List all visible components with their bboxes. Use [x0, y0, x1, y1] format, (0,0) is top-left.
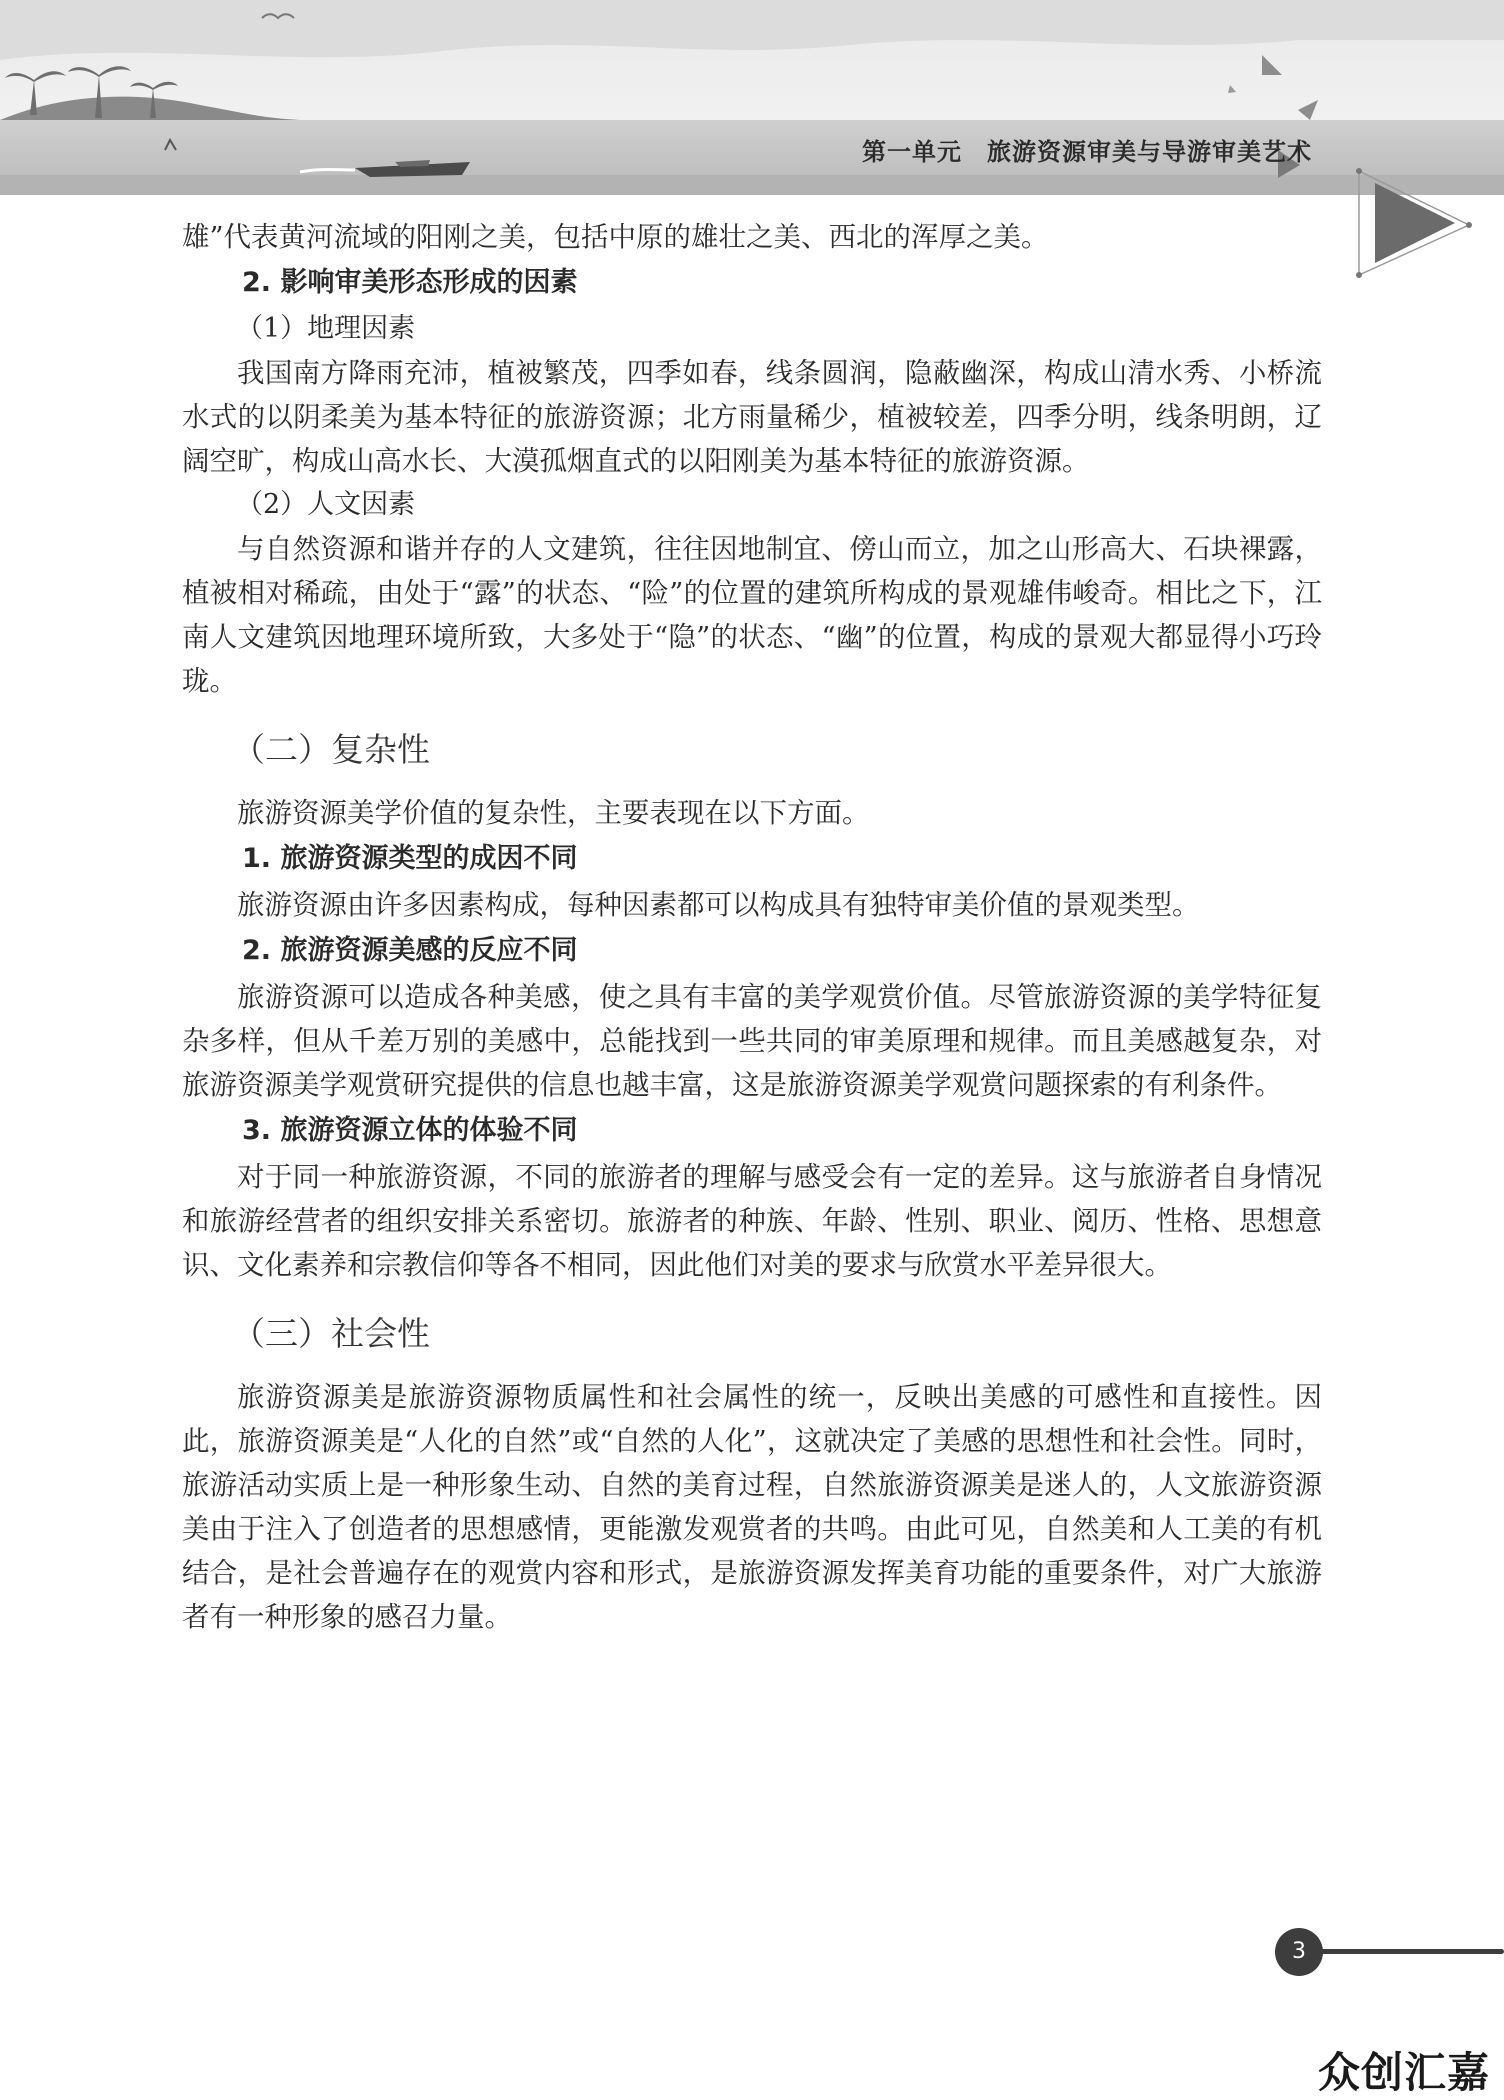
- page-number-marker: [1275, 1928, 1504, 1978]
- paragraph-geographic: 我国南方降雨充沛，植被繁茂，四季如春，线条圆润，隐蔽幽深，构成山清水秀、小桥流水式的以阴柔美为基本特征的旅游资源；北方雨量稀少，植被较差，四季分明，线条明朗，辽阔空旷，构成山高水长、大漠孤烟直式的以阳刚美为基本特征的旅游资源。: [182, 357, 1322, 477]
- paragraph-complexity-3: 对于同一种旅游资源，不同的旅游者的理解与感受会有一定的差异。这与旅游者自身情况和旅游经营者的组织安排关系密切。旅游者的种族、年龄、性别、职业、阅历、性格、思想意识、文化素养和宗教信仰等各不相同，因此他们对美的要求与欣赏水平差异很大。: [182, 1161, 1322, 1281]
- heading-humanistic: （2）人文因素: [236, 489, 416, 520]
- heading-factors: 2. 影响审美形态形成的因素: [242, 267, 578, 298]
- paragraph-complexity-2: 旅游资源可以造成各种美感，使之具有丰富的美学观赏价值。尽管旅游资源的美学特征复杂多样，但从千差万别的美感中，总能找到一些共同的审美原理和规律。而且美感越复杂，对旅游资源美学观赏研究提供的信息也越丰富，这是旅游资源美学观赏问题探索的有利条件。: [182, 981, 1322, 1101]
- paragraph-complexity-1: 旅游资源由许多因素构成，每种因素都可以构成具有独特审美价值的景观类型。: [237, 889, 1200, 921]
- paragraph-sociality: 旅游资源美是旅游资源物质属性和社会属性的统一，反映出美感的可感性和直接性。因此，旅游资源美是“人化的自然”或“自然的人化”，这就决定了美感的思想性和社会性。同时，旅游活动实质上是一种形象生动、自然的美育过程，自然旅游资源美是迷人的，人文旅游资源美由于注入了创造者的思想感情，更能激发观赏者的共鸣。由此可见，自然美和人工美的有机结合，是社会普遍存在的观赏内容和形式，是旅游资源发挥美育功能的重要条件，对广大旅游者有一种形象的感召力量。: [182, 1381, 1322, 1633]
- heading-geographic: （1）地理因素: [236, 313, 416, 344]
- section-heading-sociality: （三）社会性: [232, 1314, 430, 1353]
- header-banner: [0, 0, 1504, 195]
- triangle-decoration: [1345, 165, 1475, 280]
- paragraph-humanistic: 与自然资源和谐并存的人文建筑，往往因地制宜、傍山而立，加之山形高大、石块裸露，植被相对稀疏，由处于“露”的状态、“险”的位置的建筑所构成的景观雄伟峻奇。相比之下，江南人文建筑因地理环境所致，大多处于“隐”的状态、“幽”的位置，构成的景观大都显得小巧玲珑。: [182, 533, 1322, 697]
- watermark-logo: 众创汇嘉: [1318, 2048, 1491, 2097]
- section-heading-complexity: （二）复杂性: [232, 730, 430, 769]
- paragraph-continued: 雄”代表黄河流域的阳刚之美，包括中原的雄壮之美、西北的浑厚之美。: [182, 221, 1049, 253]
- heading-complexity-2: 2. 旅游资源美感的反应不同: [242, 935, 578, 966]
- chapter-title: 第一单元 旅游资源审美与导游审美艺术: [862, 138, 1312, 166]
- page-number-line: [1319, 1949, 1504, 1954]
- main-content: [182, 215, 1322, 1639]
- paragraph-complexity-intro: 旅游资源美学价值的复杂性，主要表现在以下方面。: [237, 797, 870, 829]
- page-number: 3: [1275, 1928, 1323, 1976]
- heading-complexity-3: 3. 旅游资源立体的体验不同: [242, 1115, 578, 1146]
- heading-complexity-1: 1. 旅游资源类型的成因不同: [242, 843, 578, 874]
